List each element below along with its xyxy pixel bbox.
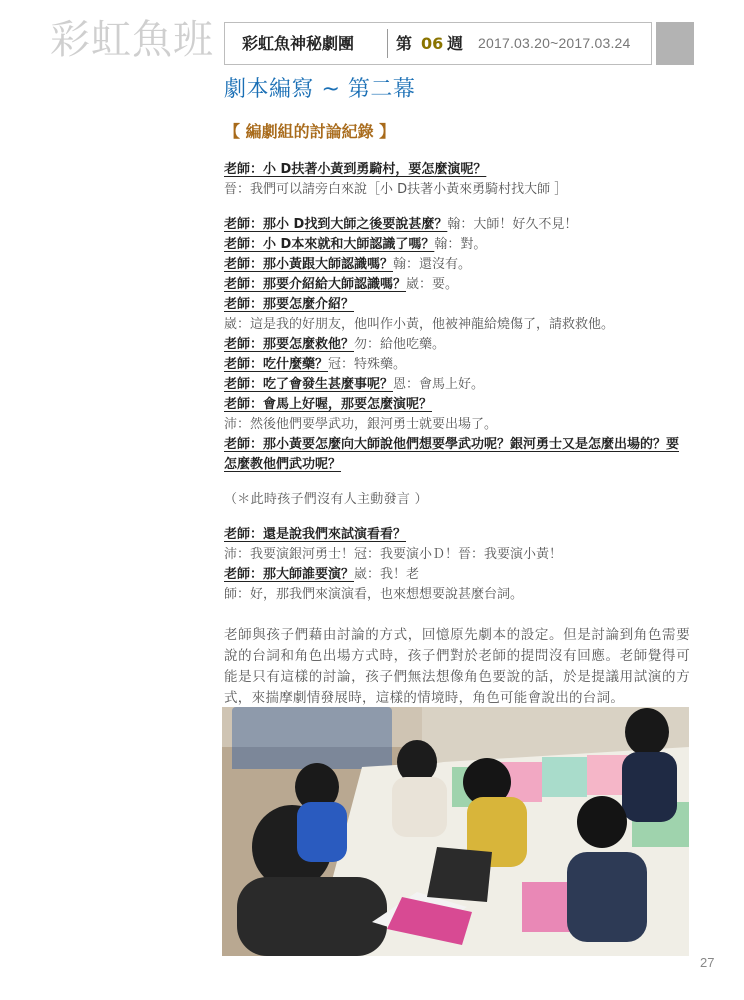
header-grey-block [656,22,694,65]
child-answer: 翰：對。 [434,237,487,252]
child-answer: 沛：我要演銀河勇士！冠：我要演小Ｄ！晉：我要演小黃！ [224,547,563,562]
dialogue-line [224,160,690,180]
dialogue-line [224,395,690,415]
teacher-question: 老師：小 D扶著小黃到勇騎村，要怎麼演呢？ [224,162,487,177]
dialogue-content [224,160,690,709]
teacher-question: 老師：那要怎麼救他？ [224,337,355,352]
child-answer: 冠：特殊藥。 [328,357,407,372]
dialogue-line [224,435,690,475]
date-range: 2017.03.20~2017.03.24 [478,35,631,51]
dialogue-line [224,375,690,395]
child-answer: 翰：大師！好久不見！ [447,217,578,232]
dialogue-line [224,355,690,375]
child-answer: 勿：給他吃藥。 [354,337,446,352]
troupe-title: 彩虹魚神秘劇團 [242,34,355,53]
child-answer: 沛：然後他們要學武功，銀河勇士就要出場了。 [224,417,498,432]
child-answer: 崴：要。 [406,277,459,292]
dialogue-line [224,215,690,235]
child-answer: 恩：會馬上好。 [393,377,485,392]
dialogue-line [224,545,690,565]
dialogue-line [224,180,690,200]
week-number: 06 [421,34,444,53]
teacher-question: 老師：那要怎麼介紹？ [224,297,355,312]
dialogue-line [224,525,690,545]
teacher-question: 老師：那小黃跟大師認識嗎？ [224,257,394,272]
teacher-question: 老師：那要介紹給大師認識嗎？ [224,277,407,292]
dialogue-line [224,335,690,355]
dialogue-line [224,275,690,295]
teacher-question: 老師：吃什麼藥？ [224,357,329,372]
observation-note: （＊此時孩子們沒有人主動發言 ） [224,492,428,507]
page-number: 27 [700,955,715,970]
teacher-question: 老師：那小 D找到大師之後要說甚麼？ [224,217,448,232]
dialogue-line [224,585,690,605]
teacher-question: 老師：還是說我們來試演看看？ [224,527,407,542]
minutes-heading: 【 編劇組的討論紀錄 】 [224,122,396,141]
child-answer: 崴：我！老 [354,567,420,582]
child-answer: 翰：還沒有。 [393,257,472,272]
week-label: 第 [396,34,413,53]
classroom-photo [222,707,689,956]
dialogue-line [224,565,690,585]
teacher-question: 老師：小 D本來就和大師認識了嗎？ [224,237,435,252]
teacher-question: 老師：吃了會發生甚麼事呢？ [224,377,394,392]
dialogue-line [224,315,690,335]
class-brand-title: 彩虹魚班 [50,17,214,63]
dialogue-line [224,255,690,275]
classroom-photo-illustration [222,707,689,956]
child-answer: 晉：我們可以請旁白來說［小 D扶著小黃來勇騎村找大師 ］ [224,182,568,197]
child-answer: 師：好，那我們來演演看，也來想想要說甚麼台詞。 [224,587,524,602]
reflection-paragraph: 老師與孩子們藉由討論的方式，回憶原先劇本的設定。但是討論到角色需要說的台詞和角色出場方式時，孩子們對於老師的提問沒有回應。老師覺得可能是只有這樣的討論，孩子們無法想像角色要說的話，於是提議用試演的方式，來揣摩劇情發展時，這樣的情境時，角色可能會說出的台詞。 [224,627,690,706]
teacher-question: 老師：那大師誰要演？ [224,567,355,582]
dialogue-line [224,295,690,315]
dialogue-line [224,235,690,255]
teacher-question: 老師：會馬上好喔，那要怎麼演呢？ [224,397,433,412]
dialogue-line [224,415,690,435]
section-title: 劇本編寫 ~ 第二幕 [224,77,416,102]
header-bar [224,22,652,65]
header-divider [387,29,388,58]
teacher-question: 老師：那小黃要怎麼向大師說他們想要學武功呢？銀河勇士又是怎麼出場的？要怎麼教他們武功呢？ [224,437,680,472]
child-answer: 崴：這是我的好朋友，他叫作小黃，他被神龍給燒傷了，請救救他。 [224,317,615,332]
week-suffix: 週 [447,34,464,53]
